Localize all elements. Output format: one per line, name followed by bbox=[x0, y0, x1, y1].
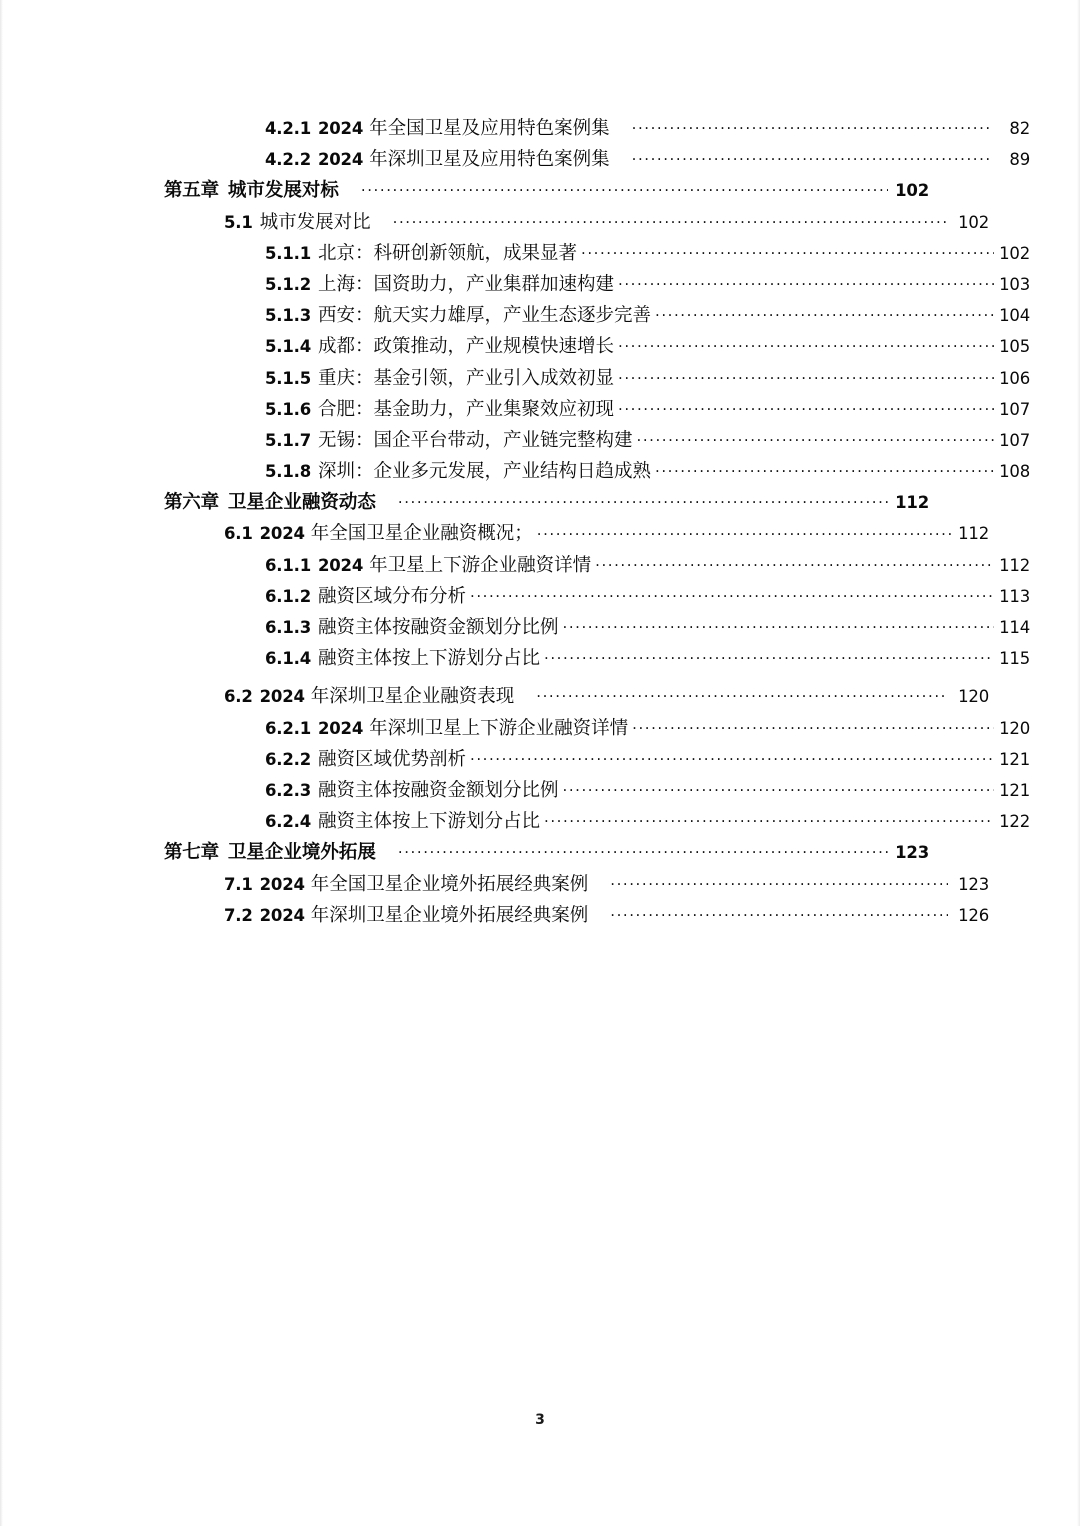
toc-entry-title bbox=[311, 114, 610, 140]
toc-entry-number: 6.1.4 bbox=[265, 649, 311, 669]
toc-entry-number: 第五章 bbox=[164, 181, 219, 202]
toc-entry[interactable] bbox=[160, 745, 1030, 776]
toc-entry[interactable] bbox=[160, 395, 1030, 426]
toc-dot-leader bbox=[655, 305, 994, 321]
toc-entry-number: 6.1.3 bbox=[265, 618, 311, 637]
toc-entry-year: 2024 bbox=[317, 150, 364, 170]
toc-entry-page-number: 120 bbox=[958, 687, 989, 707]
toc-entry[interactable] bbox=[160, 714, 1030, 745]
toc-dot-leader bbox=[398, 842, 888, 858]
toc-entry-page-number: 114 bbox=[999, 618, 1030, 637]
toc-entry-number: 5.1 bbox=[224, 212, 253, 232]
toc-entry-number: 6.2 bbox=[224, 687, 253, 707]
toc-entry-number: 第七章 bbox=[164, 843, 219, 864]
toc-entry-page-number: 107 bbox=[999, 399, 1030, 419]
toc-entry[interactable] bbox=[160, 776, 1030, 807]
toc-entry-year: 2024 bbox=[259, 905, 305, 925]
toc-dot-leader bbox=[361, 180, 888, 196]
toc-entry-title-text: 年全国卫星企业融资概况； bbox=[310, 524, 533, 545]
toc-entry-title: 深圳：企业多元发展，产业结构日趋成熟 bbox=[317, 462, 651, 483]
table-of-contents bbox=[160, 114, 1030, 932]
toc-entry[interactable] bbox=[160, 145, 1030, 176]
toc-entry-page-number: 120 bbox=[999, 718, 1030, 738]
toc-entry-title-text: 年全国卫星企业境外拓展经典案例 bbox=[310, 874, 589, 895]
toc-entry-number: 6.1.1 bbox=[265, 555, 311, 575]
toc-dot-leader bbox=[563, 617, 995, 633]
toc-entry-title bbox=[253, 519, 533, 545]
toc-entry-title bbox=[311, 551, 591, 577]
toc-entry-page-number: 121 bbox=[999, 780, 1030, 800]
toc-entry-page-number: 82 bbox=[1009, 119, 1030, 138]
toc-entry[interactable] bbox=[160, 551, 1030, 582]
toc-entry-number: 6.2.2 bbox=[265, 749, 311, 769]
toc-entry-page-number: 102 bbox=[958, 212, 989, 232]
toc-dot-leader bbox=[544, 648, 994, 664]
toc-entry[interactable] bbox=[160, 332, 1030, 363]
toc-entry-page-number: 105 bbox=[999, 337, 1030, 357]
toc-dot-leader bbox=[632, 149, 989, 165]
toc-dot-leader bbox=[632, 718, 994, 734]
toc-entry-title: 北京：科研创新领航，成果显著 bbox=[317, 243, 577, 264]
toc-entry[interactable] bbox=[160, 807, 1030, 838]
toc-dot-leader bbox=[610, 905, 948, 921]
toc-entry[interactable] bbox=[160, 613, 1030, 644]
toc-entry-number: 7.2 bbox=[224, 905, 253, 925]
toc-entry-year: 2024 bbox=[317, 555, 364, 575]
toc-entry-title: 融资主体按融资金额划分比例 bbox=[317, 618, 559, 638]
toc-dot-leader bbox=[537, 523, 953, 539]
toc-dot-leader bbox=[655, 461, 994, 477]
toc-dot-leader bbox=[536, 686, 948, 702]
toc-entry-year: 2024 bbox=[317, 119, 364, 138]
toc-entry-page-number: 112 bbox=[958, 524, 989, 544]
toc-entry-title-text: 年深圳卫星企业融资表现 bbox=[310, 687, 515, 708]
toc-dot-leader bbox=[470, 586, 994, 602]
toc-entry-page-number: 126 bbox=[958, 905, 989, 925]
toc-dot-leader bbox=[610, 874, 948, 890]
toc-entry-page-number: 123 bbox=[895, 843, 929, 863]
toc-dot-leader bbox=[398, 492, 888, 508]
toc-entry-title-text: 年卫星上下游企业融资详情 bbox=[369, 555, 592, 576]
toc-dot-leader bbox=[581, 243, 994, 259]
toc-entry-title: 融资主体按上下游划分占比 bbox=[317, 812, 540, 833]
toc-entry-title: 融资区域优势剖析 bbox=[317, 749, 466, 770]
toc-entry-page-number: 112 bbox=[999, 555, 1030, 575]
toc-entry-page-number: 123 bbox=[958, 874, 989, 894]
toc-dot-leader bbox=[470, 749, 994, 765]
toc-entry-number: 5.1.5 bbox=[265, 368, 311, 388]
toc-entry-year: 2024 bbox=[259, 874, 305, 894]
toc-entry-year: 2024 bbox=[259, 687, 305, 707]
toc-entry-title: 融资区域分布分析 bbox=[317, 586, 466, 607]
toc-entry[interactable] bbox=[160, 114, 1030, 145]
toc-entry[interactable] bbox=[160, 644, 1030, 675]
toc-entry-page-number: 103 bbox=[999, 274, 1030, 294]
toc-entry-title: 城市发展对标 bbox=[227, 181, 339, 202]
toc-entry-page-number: 106 bbox=[999, 368, 1030, 388]
toc-entry-title: 合肥：基金助力，产业集聚效应初现 bbox=[317, 399, 614, 420]
toc-entry-number: 6.1 bbox=[224, 524, 253, 544]
toc-entry[interactable] bbox=[160, 301, 1030, 332]
toc-entry-title-text: 年全国卫星及应用特色案例集 bbox=[369, 119, 610, 139]
toc-entry-number: 4.2.1 bbox=[265, 119, 311, 138]
toc-entry[interactable] bbox=[160, 208, 989, 239]
toc-entry-number: 5.1.1 bbox=[265, 243, 311, 263]
toc-dot-leader bbox=[618, 274, 994, 290]
toc-entry-number: 6.2.4 bbox=[265, 812, 311, 832]
toc-entry-page-number: 108 bbox=[999, 462, 1030, 482]
toc-entry-page-number: 115 bbox=[999, 649, 1030, 669]
toc-entry-title: 重庆：基金引领，产业引入成效初显 bbox=[317, 368, 614, 389]
toc-entry-title: 成都：政策推动，产业规模快速增长 bbox=[317, 337, 614, 358]
toc-dot-leader bbox=[618, 336, 994, 352]
toc-entry-number: 7.1 bbox=[224, 874, 253, 894]
toc-entry-title bbox=[311, 145, 610, 171]
toc-entry[interactable] bbox=[160, 682, 989, 713]
toc-entry-number: 第六章 bbox=[164, 493, 219, 514]
toc-entry-title: 西安：航天实力雄厚，产业生态逐步完善 bbox=[317, 306, 651, 327]
toc-entry-title: 融资主体按融资金额划分比例 bbox=[317, 780, 559, 801]
toc-entry-page-number: 102 bbox=[999, 243, 1030, 263]
toc-entry[interactable] bbox=[160, 901, 989, 932]
toc-entry[interactable] bbox=[160, 519, 989, 550]
toc-entry-page-number: 121 bbox=[999, 749, 1030, 769]
toc-entry-title: 融资主体按上下游划分占比 bbox=[317, 649, 540, 670]
toc-entry-title bbox=[253, 682, 515, 708]
toc-dot-leader bbox=[563, 780, 995, 796]
toc-entry-title: 城市发展对比 bbox=[259, 212, 371, 233]
page-number-footer: 3 bbox=[535, 1412, 545, 1428]
toc-entry-number: 5.1.6 bbox=[265, 399, 311, 419]
toc-entry-page-number: 107 bbox=[999, 430, 1030, 450]
toc-entry[interactable] bbox=[160, 488, 929, 519]
toc-entry-title bbox=[311, 714, 628, 740]
toc-dot-leader bbox=[618, 399, 994, 415]
toc-entry-title: 上海：国资助力，产业集群加速构建 bbox=[317, 274, 614, 295]
toc-entry-number: 6.1.2 bbox=[265, 586, 311, 606]
toc-entry-number: 6.2.1 bbox=[265, 718, 311, 738]
toc-entry-title bbox=[253, 901, 589, 927]
toc-entry-number: 5.1.2 bbox=[265, 274, 311, 294]
toc-entry-year: 2024 bbox=[317, 718, 364, 738]
toc-dot-leader bbox=[393, 212, 948, 228]
toc-entry-page-number: 102 bbox=[895, 181, 929, 201]
toc-entry-number: 5.1.4 bbox=[265, 337, 311, 357]
toc-entry-title bbox=[253, 870, 589, 896]
toc-entry[interactable] bbox=[160, 239, 1030, 270]
toc-dot-leader bbox=[595, 555, 994, 571]
toc-entry[interactable] bbox=[160, 270, 1030, 301]
toc-entry[interactable] bbox=[160, 838, 929, 869]
toc-entry-page-number: 122 bbox=[999, 812, 1030, 832]
toc-entry-page-number: 104 bbox=[999, 306, 1030, 326]
toc-dot-leader bbox=[618, 368, 994, 384]
toc-entry-title: 无锡：国企平台带动，产业链完整构建 bbox=[317, 430, 633, 451]
toc-entry-number: 4.2.2 bbox=[265, 150, 311, 170]
toc-entry-title-text: 年深圳卫星上下游企业融资详情 bbox=[369, 718, 629, 739]
toc-entry-title-text: 年深圳卫星及应用特色案例集 bbox=[369, 150, 610, 171]
toc-entry[interactable] bbox=[160, 176, 929, 207]
toc-entry-number: 5.1.8 bbox=[265, 462, 311, 482]
toc-entry-title: 卫星企业融资动态 bbox=[227, 493, 376, 514]
toc-entry-title: 卫星企业境外拓展 bbox=[227, 843, 376, 864]
toc-entry[interactable] bbox=[160, 582, 1030, 613]
toc-entry-number: 5.1.7 bbox=[265, 430, 311, 450]
toc-dot-leader bbox=[637, 430, 995, 446]
toc-entry-title-text: 年深圳卫星企业境外拓展经典案例 bbox=[310, 905, 589, 926]
toc-entry[interactable] bbox=[160, 457, 1030, 488]
toc-entry[interactable] bbox=[160, 364, 1030, 395]
toc-entry-number: 5.1.3 bbox=[265, 306, 311, 326]
toc-entry-page-number: 112 bbox=[895, 493, 929, 513]
toc-entry-page-number: 89 bbox=[1009, 150, 1030, 170]
toc-entry[interactable] bbox=[160, 426, 1030, 457]
toc-dot-leader bbox=[632, 118, 989, 134]
toc-entry[interactable] bbox=[160, 870, 989, 901]
toc-entry-page-number: 113 bbox=[999, 586, 1030, 606]
toc-dot-leader bbox=[544, 811, 994, 827]
toc-entry-year: 2024 bbox=[259, 524, 305, 544]
toc-entry-number: 6.2.3 bbox=[265, 780, 311, 800]
